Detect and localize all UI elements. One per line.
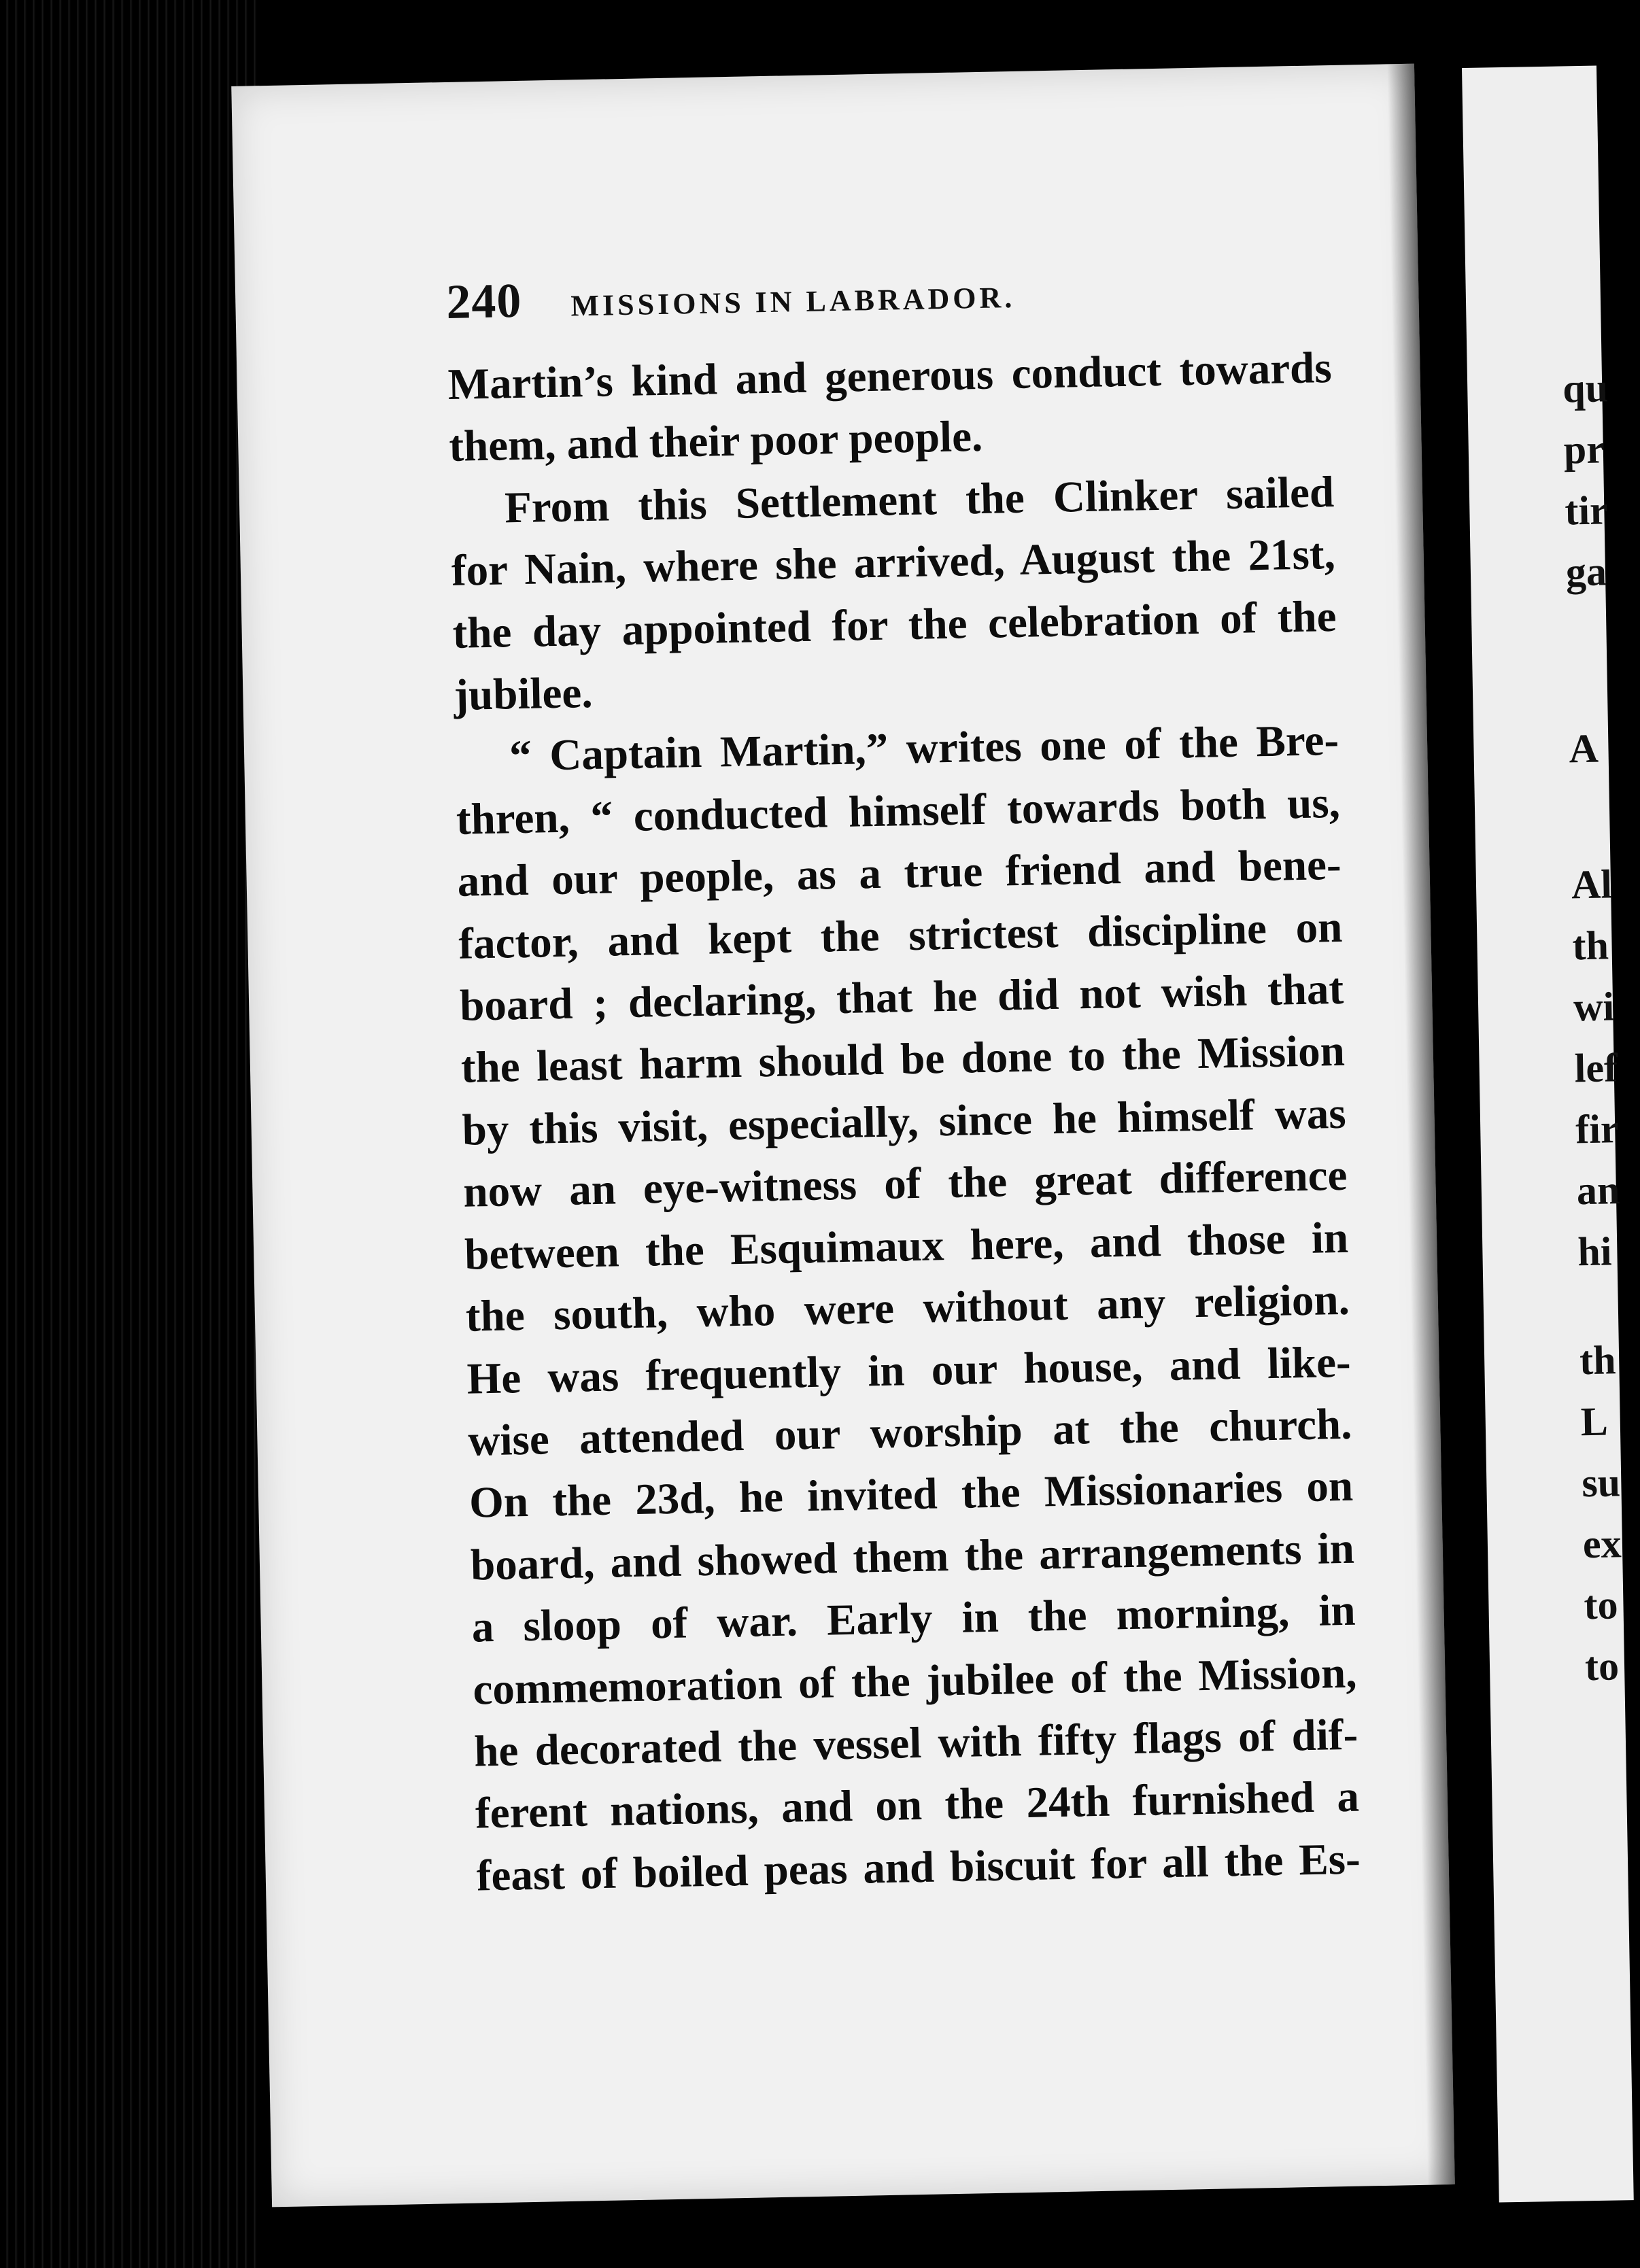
text-line: wise attended our worship at the church.: [467, 1399, 1352, 1466]
text-line: the south, who were without any religion.: [465, 1275, 1350, 1341]
text-line: for Nain, where she arrived, August the 21st,: [451, 530, 1336, 596]
facing-page-fragment: lef: [1574, 1045, 1618, 1091]
facing-page-fragment: ex: [1582, 1521, 1622, 1567]
facing-page-fragment: Al: [1571, 861, 1613, 908]
facing-page-fragment: th: [1579, 1337, 1617, 1384]
facing-page-fragment: fir: [1575, 1106, 1620, 1152]
facing-page-fragment: th: [1571, 923, 1609, 969]
text-line: a sloop of war. Early in the morning, in: [471, 1585, 1356, 1652]
text-line: the day appointed for the celebration of the: [452, 591, 1337, 658]
text-line: he decorated the vessel with fifty flags of dif-: [473, 1710, 1359, 1776]
facing-page-fragment: qu: [1562, 365, 1609, 411]
text-line: board ; declaring, that he did not wish that: [459, 964, 1344, 1031]
page-number: 240: [445, 273, 523, 329]
text-line: thren, “ conducted himself towards both us,: [456, 778, 1341, 844]
facing-page-edge: [1462, 66, 1634, 2203]
text-line: ferent nations, and on the 24th furnished a: [475, 1772, 1360, 1838]
facing-page-fragment: to: [1584, 1643, 1620, 1689]
text-line: From this Settlement the Clinker sailed: [504, 467, 1335, 533]
text-line: and our people, as a true friend and bene-: [457, 840, 1342, 907]
facing-page-fragment: tir: [1564, 487, 1609, 534]
text-line: commemoration of the jubilee of the Mission,: [472, 1648, 1357, 1715]
text-line: He was frequently in our house, and like-: [466, 1337, 1352, 1404]
facing-page-fragment: hi: [1577, 1228, 1613, 1275]
text-line: the least harm should be done to the Mission: [460, 1027, 1346, 1093]
facing-page-fragment: su: [1581, 1460, 1621, 1506]
facing-page-fragment: wi: [1573, 984, 1615, 1030]
facing-page-fragment: pr: [1563, 426, 1605, 472]
text-line: jubilee.: [453, 668, 594, 720]
text-line: by this visit, especially, since he himself was: [462, 1088, 1347, 1155]
text-line: between the Esquimaux here, and those in: [464, 1213, 1349, 1279]
body-text: [447, 337, 1361, 1908]
text-line: them, and their poor people.: [448, 412, 983, 472]
facing-page-fragment: A: [1568, 725, 1599, 772]
text-line: board, and showed them the arrangements in: [470, 1524, 1355, 1590]
running-title: MISSIONS IN LABRADOR.: [570, 280, 1016, 323]
text-line: “ Captain Martin,” writes one of the Bre-: [509, 716, 1339, 781]
text-line: feast of boiled peas and biscuit for all the Es-: [476, 1834, 1361, 1901]
text-line: On the 23d, he invited the Missionaries on: [468, 1462, 1354, 1528]
text-line: factor, and kept the strictest discipline on: [458, 902, 1343, 969]
facing-page-fragment: ga: [1565, 549, 1607, 595]
running-head: [446, 263, 1016, 330]
text-line: now an eye-witness of the great difference: [462, 1151, 1348, 1218]
facing-page-fragment: to: [1583, 1582, 1619, 1628]
facing-page-fragment: an: [1576, 1167, 1620, 1214]
facing-page-fragment: L: [1580, 1398, 1609, 1445]
book-page: [231, 64, 1455, 2207]
book-page-stack-edge: [0, 0, 258, 2268]
text-line: Martin’s kind and generous conduct towards: [447, 343, 1333, 409]
